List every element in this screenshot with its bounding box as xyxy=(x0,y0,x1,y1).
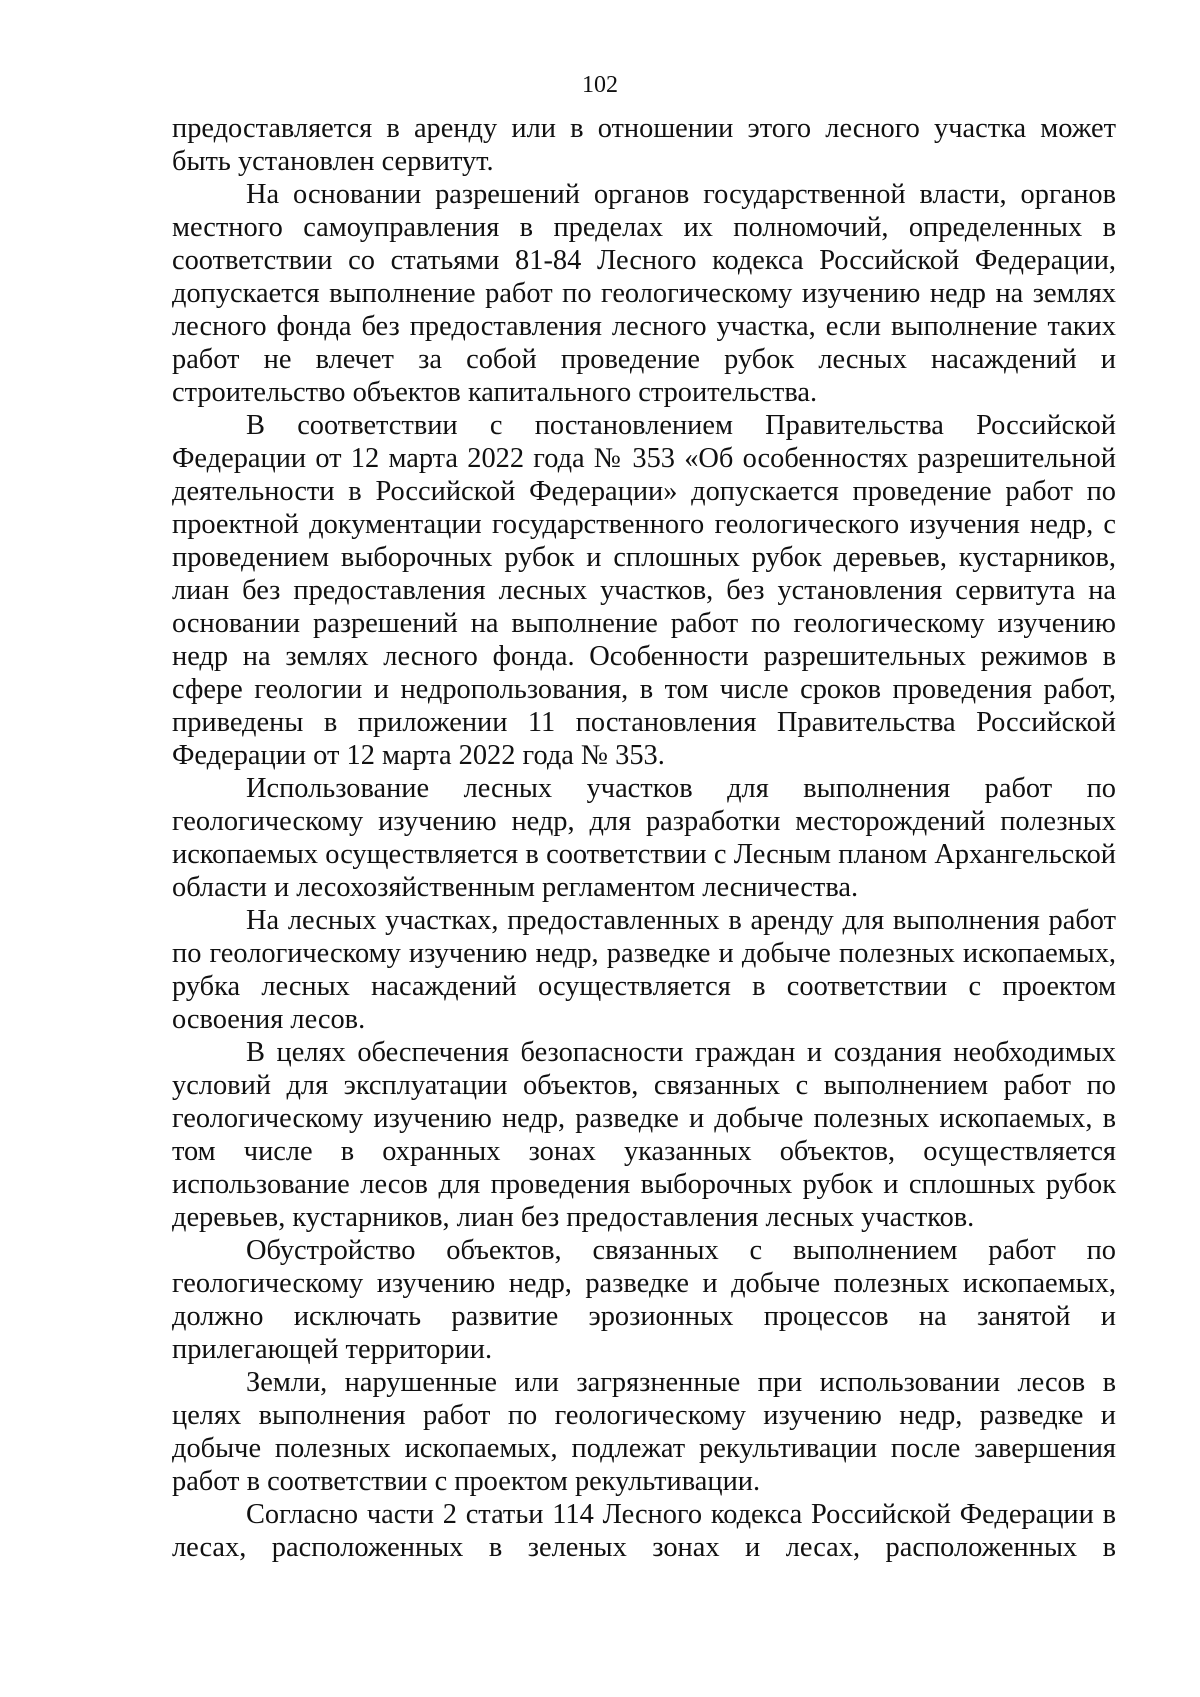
document-body xyxy=(172,112,1116,1564)
page-number: 102 xyxy=(582,72,618,98)
paragraph-5: На лесных участках, предоставленных в аренду для выполнения работ по геологическому изучению недр, разведке и добыче полезных ископаемых, рубка лесных насаждений осуществляется в соответствии с проектом освоения лесов. xyxy=(172,905,1116,1035)
paragraph-7: Обустройство объектов, связанных с выполнением работ по геологическому изучению недр, разведке и добыче полезных ископаемых, должно исключать развитие эрозионных процессов на занятой и прилегающей территории. xyxy=(172,1235,1116,1365)
paragraph-1: предоставляется в аренду или в отношении этого лесного участка может быть установлен сервитут. xyxy=(172,113,1116,177)
paragraph-3: В соответствии с постановлением Правительства Российской Федерации от 12 марта 2022 года № 353 «Об особенностях разрешительной деятельности в Российской Федерации» допускается проведение работ по проектной документации государственного геологического изучения недр, с проведением выборочных рубок и сплошных рубок деревьев, кустарников, лиан без предоставления лесных участков, без установления сервитута на основании разрешений на выполнение работ по геологическому изучению недр на землях лесного фонда. Особенности разрешительных режимов в сфере геологии и недропользования, в том числе сроков проведения работ, приведены в приложении 11 постановления Правительства Российской Федерации от 12 марта 2022 года № 353. xyxy=(172,410,1116,771)
paragraph-8: Земли, нарушенные или загрязненные при использовании лесов в целях выполнения работ по геологическому изучению недр, разведке и добыче полезных ископаемых, подлежат рекультивации после завершения работ в соответствии с проектом рекультивации. xyxy=(172,1367,1116,1497)
paragraph-4: Использование лесных участков для выполнения работ по геологическому изучению недр, для разработки месторождений полезных ископаемых осуществляется в соответствии с Лесным планом Архангельской области и лесохозяйственным регламентом лесничества. xyxy=(172,773,1116,903)
paragraph-6: В целях обеспечения безопасности граждан и создания необходимых условий для эксплуатации объектов, связанных с выполнением работ по геологическому изучению недр, разведке и добыче полезных ископаемых, в том числе в охранных зонах указанных объектов, осуществляется использование лесов для проведения выборочных рубок и сплошных рубок деревьев, кустарников, лиан без предоставления лесных участков. xyxy=(172,1037,1116,1233)
paragraph-9: Согласно части 2 статьи 114 Лесного кодекса Российской Федерации в лесах, расположенных в зеленых зонах и лесах, расположенных в xyxy=(172,1499,1116,1563)
paragraph-2: На основании разрешений органов государственной власти, органов местного самоуправления в пределах их полномочий, определенных в соответствии со статьями 81-84 Лесного кодекса Российской Федерации, допускается выполнение работ по геологическому изучению недр на землях лесного фонда без предоставления лесного участка, если выполнение таких работ не влечет за собой проведение рубок лесных насаждений и строительство объектов капитального строительства. xyxy=(172,179,1116,408)
